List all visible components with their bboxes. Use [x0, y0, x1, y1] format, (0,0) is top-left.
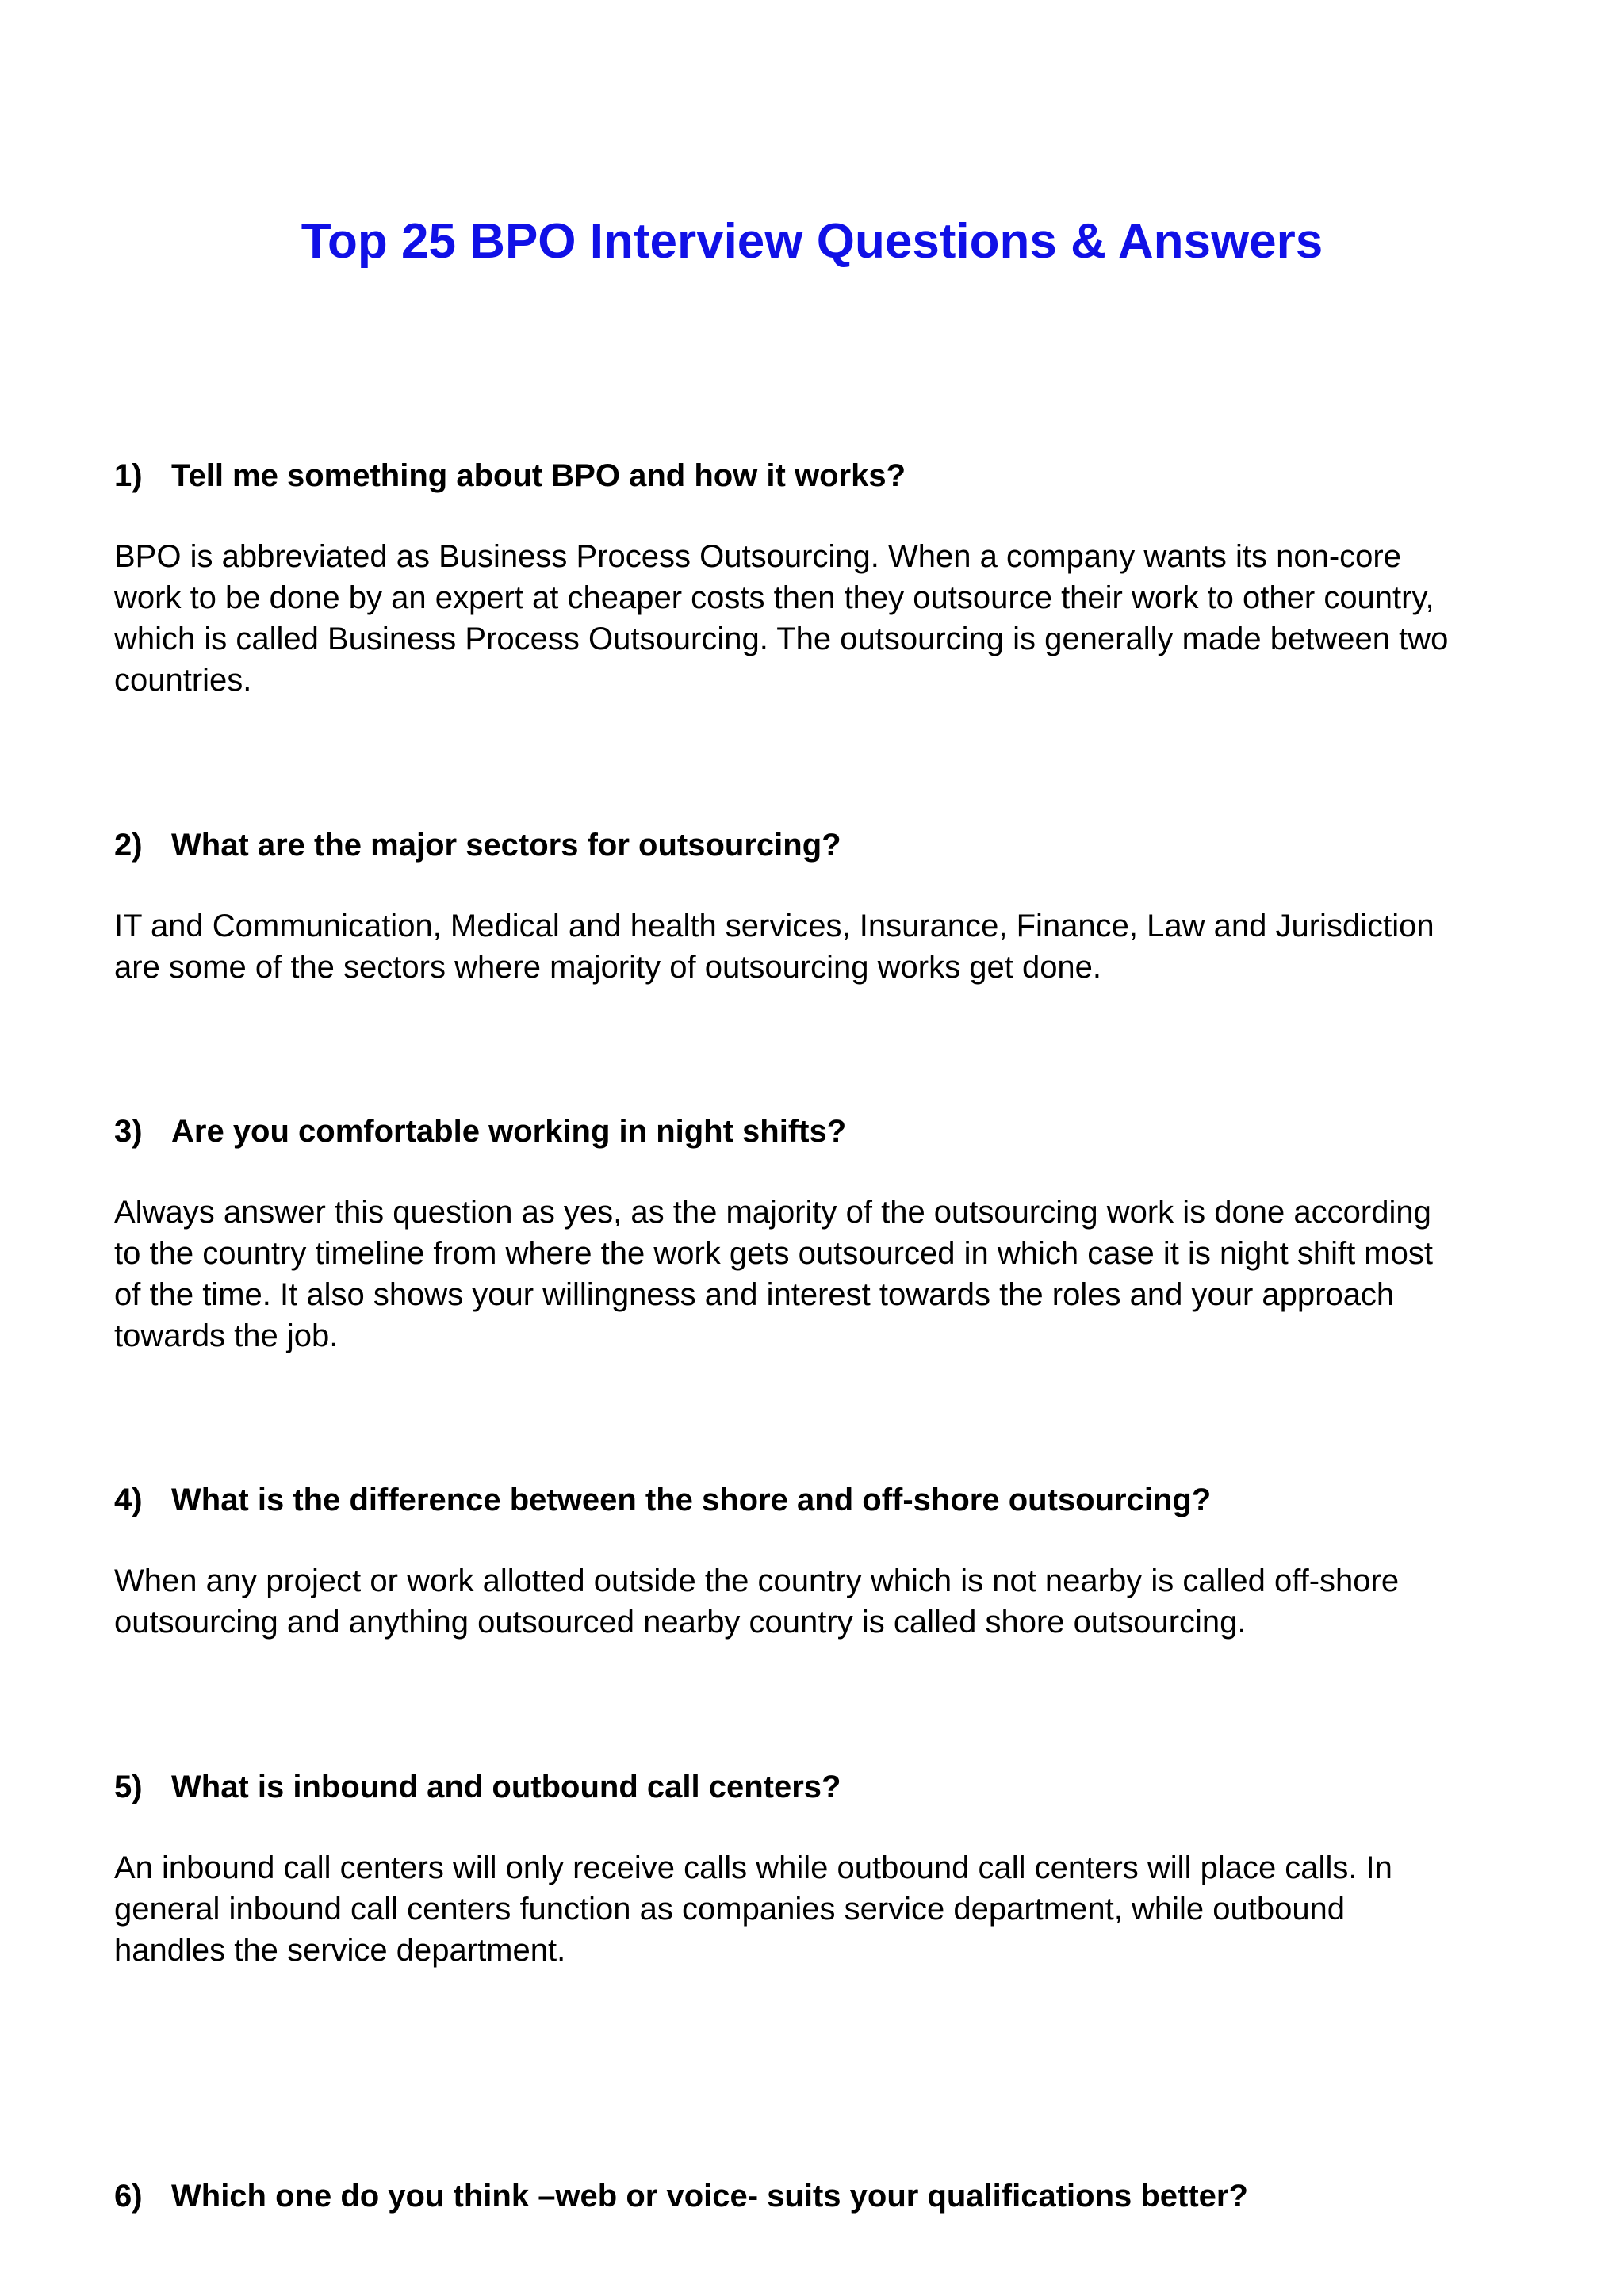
question-heading: [114, 1766, 1518, 1808]
answer-text: BPO is abbreviated as Business Process Outsourcing. When a company wants its non-core work to be done by an expert at cheaper costs then they outsource their work to other country, which is called Business Process Outsourcing. The outsourcing is generally made between two countries.: [114, 539, 1449, 698]
qa-item-6: [114, 2175, 1518, 2217]
question-number: 3): [114, 1114, 143, 1149]
qa-item-3: [114, 1111, 1518, 1357]
question-heading: [114, 825, 1518, 866]
answer-text: Always answer this question as yes, as the majority of the outsourcing work is done according to the country timeline from where the work gets outsourced in which case it is night shift most of the time. It also shows your willingness and interest towards the roles and your approach towards the job.: [114, 1195, 1433, 1353]
question-number: 6): [114, 2179, 143, 2214]
answer-text: When any project or work allotted outside the country which is not nearby is called off-shore outsourcing and anything outsourced nearby country is called shore outsourcing.: [114, 1563, 1400, 1640]
qa-item-1: [114, 455, 1518, 701]
question-text: What is inbound and outbound call centers?: [171, 1770, 841, 1804]
question-text: Which one do you think –web or voice- suits your qualifications better?: [171, 2179, 1248, 2214]
question-number: 4): [114, 1483, 143, 1517]
answer-text: An inbound call centers will only receive calls while outbound call centers will place calls. In general inbound call centers function as companies service department, while outbound handles the service department.: [114, 1850, 1392, 1968]
question-text: Are you comfortable working in night shifts?: [171, 1114, 847, 1149]
question-text: What is the difference between the shore and off-shore outsourcing?: [171, 1483, 1212, 1517]
question-heading: [114, 1479, 1518, 1521]
question-number: 5): [114, 1770, 143, 1804]
question-heading: [114, 1111, 1518, 1152]
answer-text: IT and Communication, Medical and health services, Insurance, Finance, Law and Jurisdiction are some of the sectors where majority of outsourcing works get done.: [114, 909, 1434, 985]
qa-item-5: [114, 1766, 1518, 1971]
question-heading: [114, 455, 1518, 496]
qa-item-2: [114, 825, 1518, 988]
question-text: Tell me something about BPO and how it works?: [171, 458, 906, 493]
question-number: 2): [114, 828, 143, 863]
qa-item-4: [114, 1479, 1518, 1643]
document-title: Top 25 BPO Interview Questions & Answers: [301, 214, 1323, 269]
question-heading: [114, 2175, 1518, 2217]
question-number: 1): [114, 458, 143, 493]
question-text: What are the major sectors for outsourcing?: [171, 828, 841, 863]
